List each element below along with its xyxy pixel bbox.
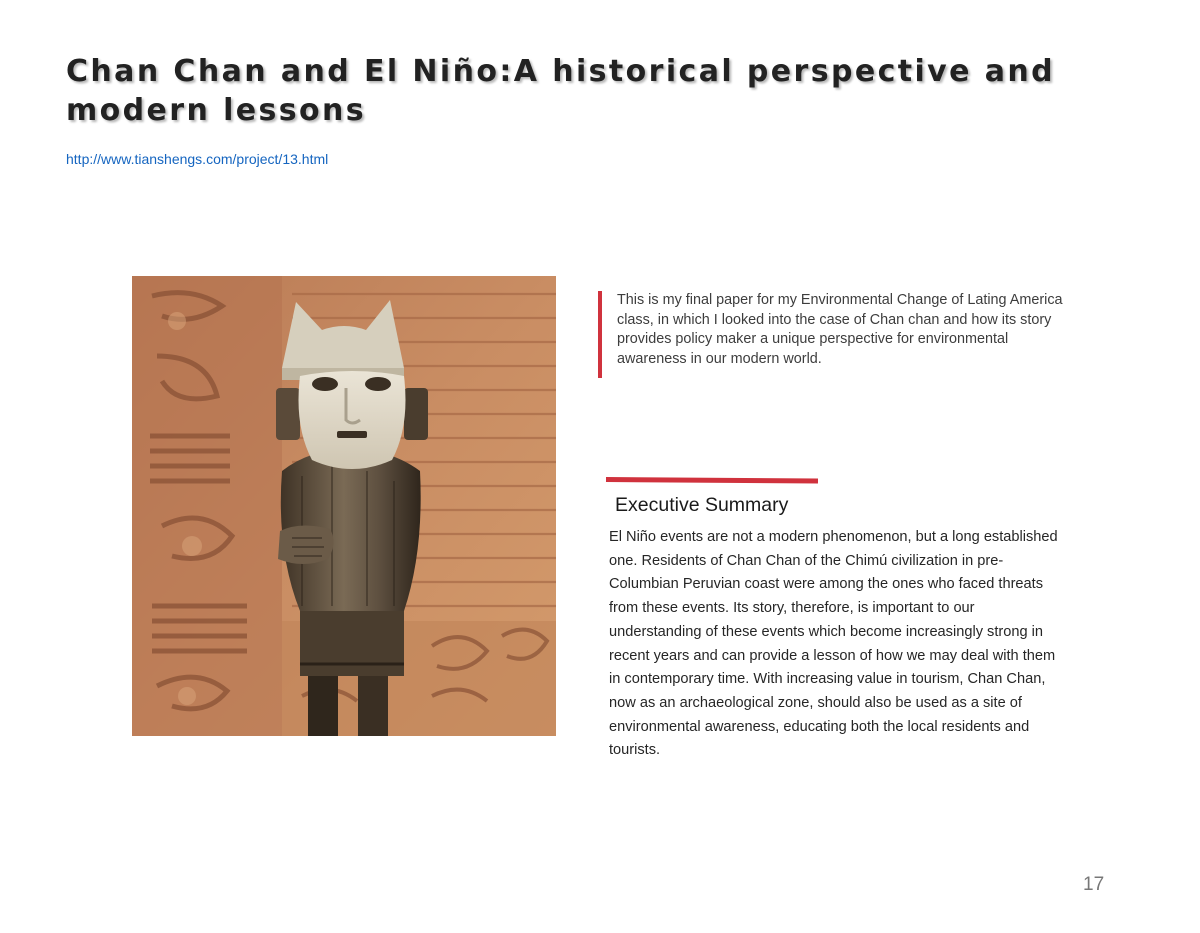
quote-accent-bar [598,291,602,378]
project-link[interactable]: http://www.tianshengs.com/project/13.html [66,151,329,167]
executive-summary-body: El Niño events are not a modern phenomenon, but a long established one. Residents of Chan Chan of the Chimú civilization in pre-Columbian Peruvian coast were among the ones who faced threats from these events. Its story, therefore, is important to our understanding of these events which become increasingly strong in recent years and can provide a lesson of how we may deal with them in contemporary time. With increasing value in tourism, Chan Chan, now as an archaeological zone, should also be used as a site of environmental awareness, educating both the local residents and tourists. [609,529,1058,759]
section-divider [606,477,818,483]
intro-paragraph: This is my final paper for my Environmental Change of Lating America class, in which I looked into the case of Chan chan and how its story provides policy maker a unique perspective for environmental awareness in our modern world. [617,292,1063,367]
chan-chan-statue-photo [132,276,556,736]
executive-summary-heading: Executive Summary [615,494,789,516]
page-title: Chan Chan and El Niño:A historical perspective and modern lessons [66,54,1056,128]
page-number: 17 [1083,874,1105,895]
